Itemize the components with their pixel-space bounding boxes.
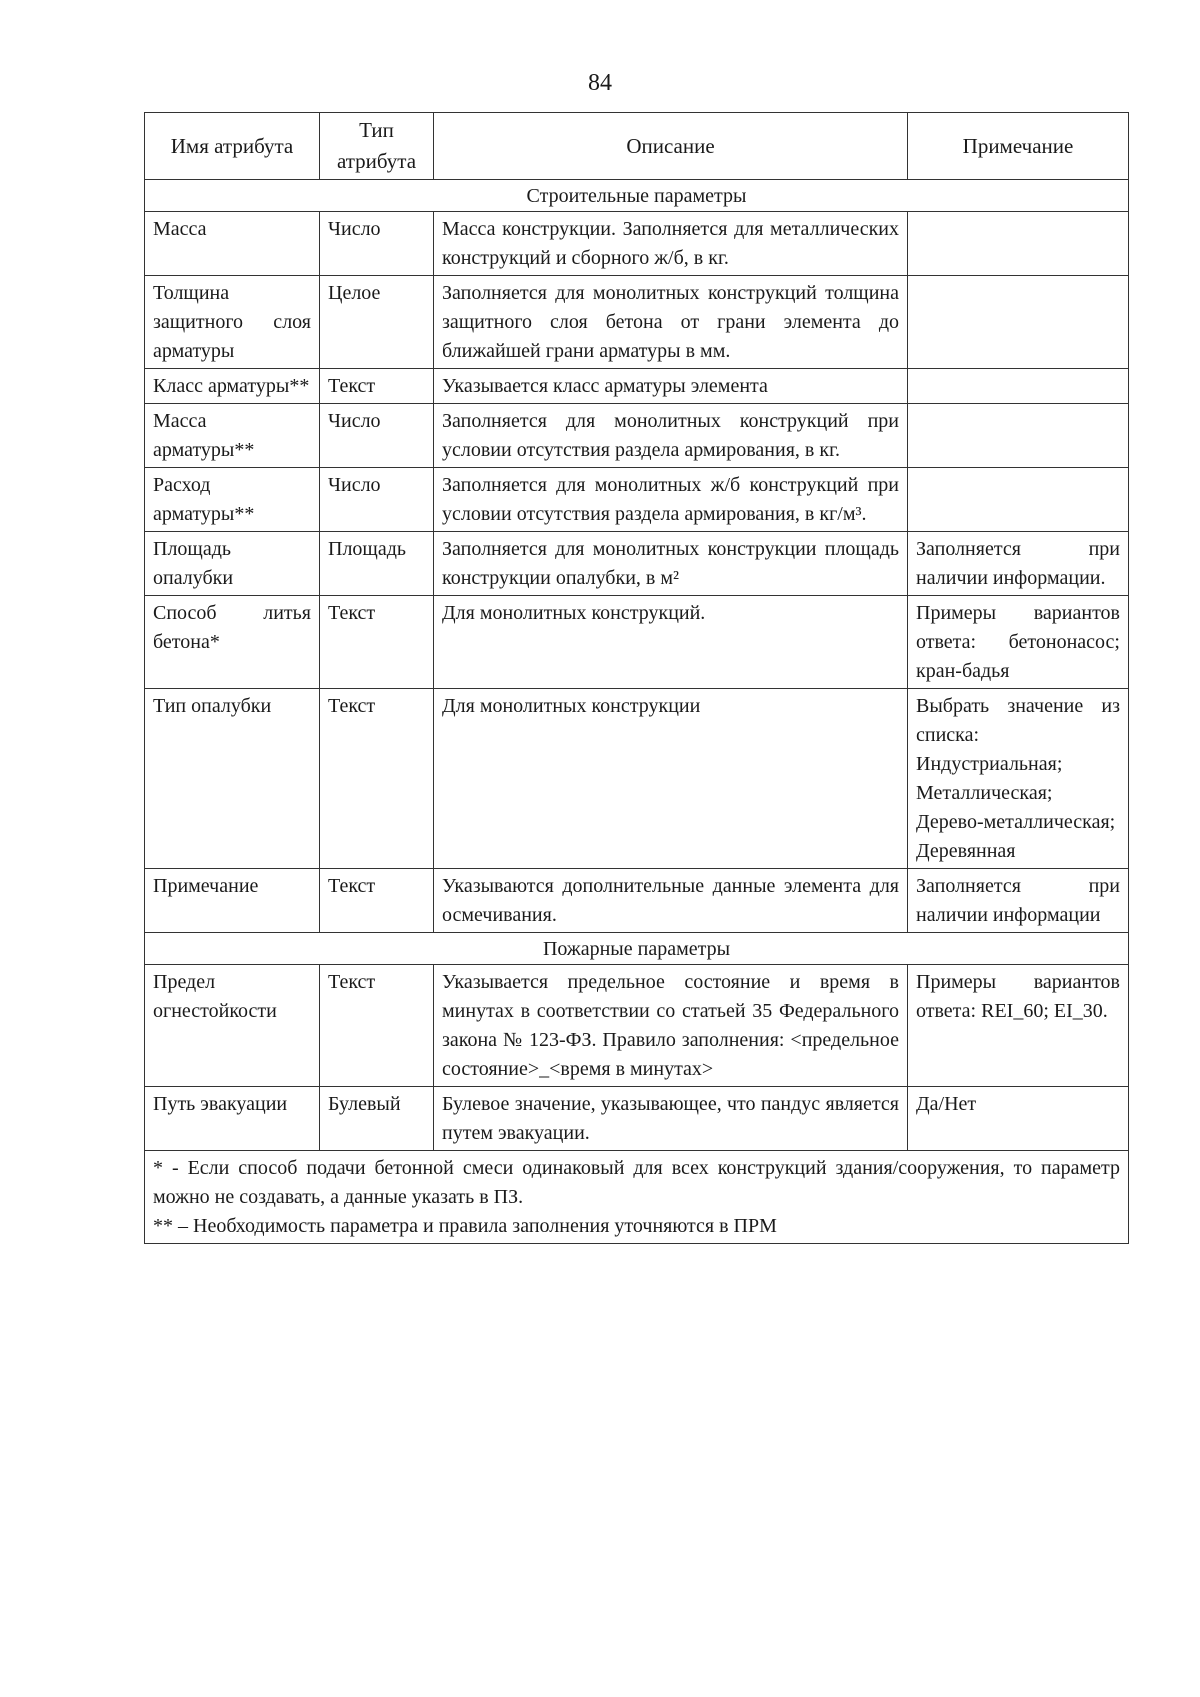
cell-note: Заполняется при наличии информации (908, 869, 1129, 933)
cell-note: Примеры вариантов ответа: REI_60; EI_30. (908, 965, 1129, 1087)
cell-name: Путь эвакуации (145, 1087, 320, 1151)
header-type: Тип атрибута (320, 113, 434, 180)
cell-name: Предел огнестойкости (145, 965, 320, 1087)
cell-description: Для монолитных конструкций. (434, 596, 908, 689)
cell-description: Заполняется для монолитных конструкций толщина защитного слоя бетона от грани элемента до ближайшей грани арматуры в мм. (434, 276, 908, 369)
section-title: Строительные параметры (145, 180, 1129, 212)
cell-description: Заполняется для монолитных ж/б конструкций при условии отсутствия раздела армирования, в кг/м³. (434, 468, 908, 532)
header-name: Имя атрибута (145, 113, 320, 180)
cell-type: Число (320, 404, 434, 468)
footnote-double-star: ** – Необходимость параметра и правила заполнения уточняются в ПРМ (153, 1215, 777, 1237)
cell-note: Да/Нет (908, 1087, 1129, 1151)
cell-type: Текст (320, 689, 434, 869)
table-row (145, 689, 1129, 869)
footnote-single-star: * - Если способ подачи бетонной смеси одинаковый для всех конструкций здания/сооружения, то параметр можно не создавать, а данные указать в ПЗ. (153, 1157, 1120, 1208)
cell-description: Указывается предельное состояние и время в минутах в соответствии со статьей 35 Федерального закона № 123-ФЗ. Правило заполнения: <предельное состояние>_<время в минутах> (434, 965, 908, 1087)
section-title: Пожарные параметры (145, 933, 1129, 965)
table-row (145, 212, 1129, 276)
cell-note (908, 468, 1129, 532)
cell-name: Класс арматуры** (145, 369, 320, 404)
table-row (145, 965, 1129, 1087)
header-description: Описание (434, 113, 908, 180)
cell-name: Тип опалубки (145, 689, 320, 869)
cell-description: Указываются дополнительные данные элемента для осмечивания. (434, 869, 908, 933)
cell-name: Масса (145, 212, 320, 276)
table-row (145, 596, 1129, 689)
table-header-row (145, 113, 1129, 180)
cell-type: Число (320, 468, 434, 532)
cell-description: Указывается класс арматуры элемента (434, 369, 908, 404)
cell-type: Текст (320, 596, 434, 689)
table-row (145, 276, 1129, 369)
table-row (145, 1087, 1129, 1151)
cell-name: Масса арматуры** (145, 404, 320, 468)
table-row (145, 369, 1129, 404)
cell-description: Масса конструкции. Заполняется для металлических конструкций и сборного ж/б, в кг. (434, 212, 908, 276)
cell-type: Целое (320, 276, 434, 369)
cell-type: Булевый (320, 1087, 434, 1151)
cell-description: Заполняется для монолитных конструкций при условии отсутствия раздела армирования, в кг. (434, 404, 908, 468)
table-row (145, 532, 1129, 596)
section-row (145, 933, 1129, 965)
cell-type: Текст (320, 965, 434, 1087)
cell-type: Текст (320, 369, 434, 404)
cell-name: Примечание (145, 869, 320, 933)
cell-note: Выбрать значение из списка: Индустриальная; Металлическая; Дерево-металлическая; Деревянная (908, 689, 1129, 869)
cell-description: Булевое значение, указывающее, что пандус является путем эвакуации. (434, 1087, 908, 1151)
attributes-table (144, 112, 1129, 1244)
cell-name: Расход арматуры** (145, 468, 320, 532)
cell-name: Способ литья бетона* (145, 596, 320, 689)
footnotes-row (145, 1151, 1129, 1244)
header-note: Примечание (908, 113, 1129, 180)
cell-note: Примеры вариантов ответа: бетононасос; кран-бадья (908, 596, 1129, 689)
cell-note (908, 404, 1129, 468)
page-number: 84 (588, 70, 612, 96)
table-row (145, 869, 1129, 933)
cell-type: Число (320, 212, 434, 276)
table-row (145, 468, 1129, 532)
section-row (145, 180, 1129, 212)
cell-name: Толщина защитного слоя арматуры (145, 276, 320, 369)
cell-description: Заполняется для монолитных конструкции площадь конструкции опалубки, в м² (434, 532, 908, 596)
table-row (145, 404, 1129, 468)
cell-name: Площадь опалубки (145, 532, 320, 596)
cell-type: Площадь (320, 532, 434, 596)
cell-note (908, 212, 1129, 276)
cell-type: Текст (320, 869, 434, 933)
cell-note (908, 369, 1129, 404)
cell-note (908, 276, 1129, 369)
cell-description: Для монолитных конструкции (434, 689, 908, 869)
footnotes-cell (145, 1151, 1129, 1244)
cell-note: Заполняется при наличии информации. (908, 532, 1129, 596)
